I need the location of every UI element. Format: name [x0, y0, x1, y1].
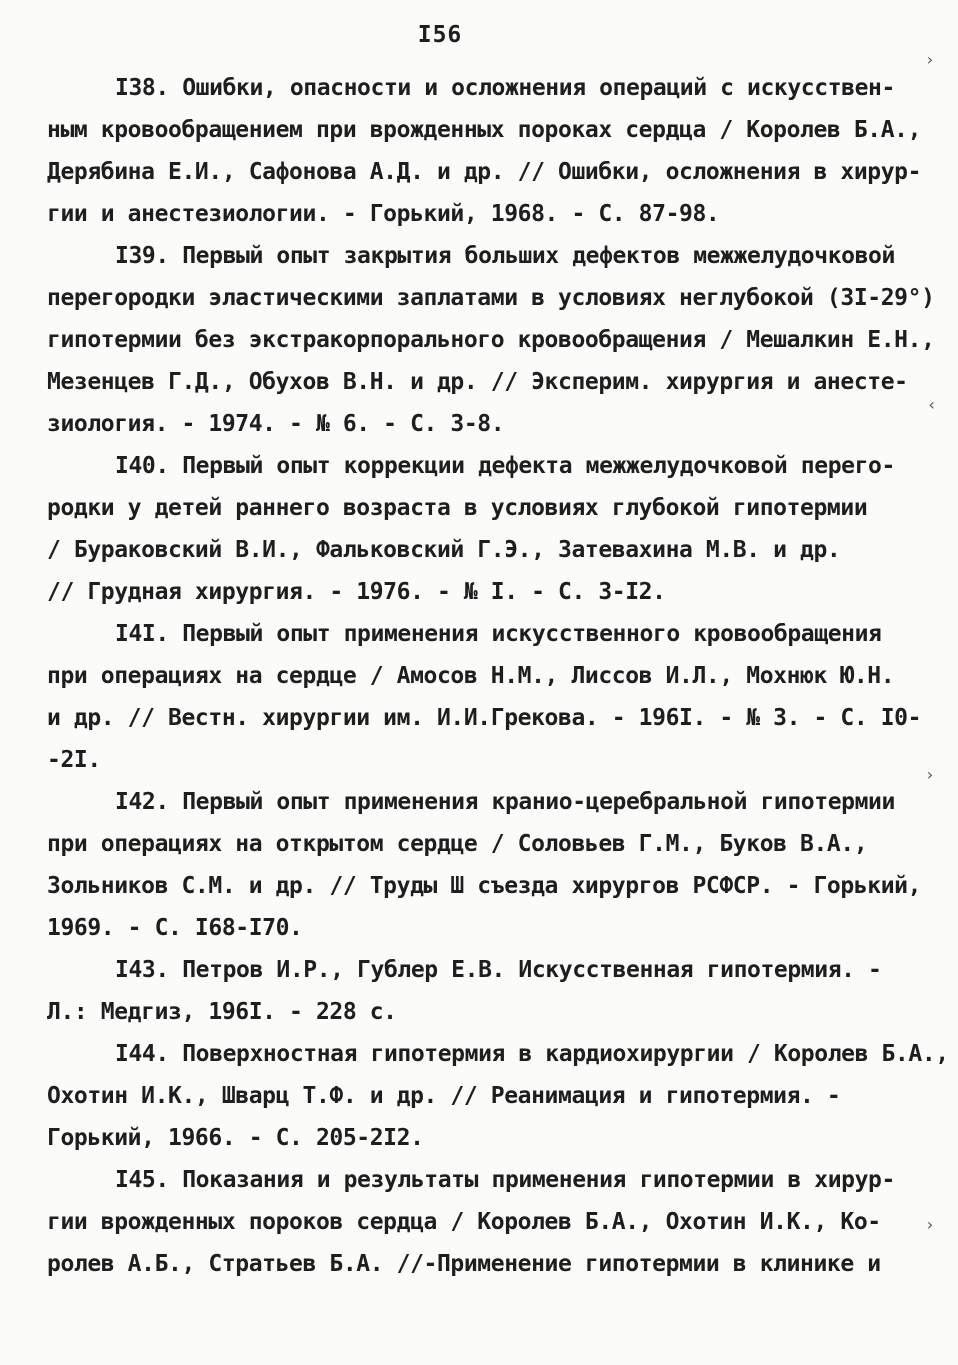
text-line: -2I. [47, 747, 101, 773]
text-line: I42. Первый опыт применения краниo-церебральной гипотермии [115, 789, 895, 815]
page-number: I56 [417, 22, 463, 48]
text-line: гипотермии без экстракорпорального кровообращения / Мешалкин Е.Н., [47, 327, 935, 353]
text-line: при операциях на сердце / Амосов Н.М., Лиссов И.Л., Мохнюк Ю.Н. [47, 663, 895, 689]
text-line: I44. Поверхностная гипотермия в кардиохирургии / Королев Б.А., [115, 1041, 949, 1067]
text-line: Зольников С.М. и др. // Труды Ш съезда хирургов РСФСР. - Горький, [47, 873, 922, 899]
text-line: I4I. Первый опыт применения искусственного кровообращения [115, 621, 882, 647]
text-line: родки у детей раннего возраста в условиях глубокой гипотермии [47, 495, 868, 521]
text-line: // Грудная хирургия. - 1976. - № I. - С. 3-I2. [47, 579, 666, 605]
margin-mark: › [925, 50, 935, 69]
text-line: ролев А.Б., Стратьев Б.А. //-Применение гипотермии в клинике и [47, 1251, 881, 1277]
margin-mark: › [925, 1215, 935, 1234]
text-line: Дерябина Е.И., Сафонова А.Д. и др. // Ошибки, осложнения в хирур- [47, 159, 922, 185]
margin-mark: › [925, 765, 935, 784]
text-line: I40. Первый опыт коррекции дефекта межжелудочковой перего- [115, 453, 895, 479]
text-line: I38. Ошибки, опасности и осложнения операций с искусствен- [115, 75, 895, 101]
text-line: зиология. - 1974. - № 6. - С. 3-8. [47, 411, 505, 437]
text-line: Охотин И.К., Шварц Т.Ф. и др. // Реанимация и гипотермия. - [47, 1083, 841, 1109]
text-line: / Бураковский В.И., Фальковский Г.Э., Затевахина М.В. и др. [47, 537, 841, 563]
text-line: гии и анестезиологии. - Горький, 1968. - С. 87-98. [47, 201, 720, 227]
text-line: Горький, 1966. - С. 205-2I2. [47, 1125, 424, 1151]
margin-mark: ‹ [927, 395, 937, 414]
text-line: I39. Первый опыт закрытия больших дефектов межжелудочковой [115, 243, 895, 269]
text-line: Мезенцев Г.Д., Обухов В.Н. и др. // Эксперим. хирургия и анесте- [47, 369, 908, 395]
text-line: при операциях на открытом сердце / Соловьев Г.М., Буков В.А., [47, 831, 868, 857]
text-line: перегородки эластическими заплатами в условиях неглубокой (3I-29°) [47, 285, 935, 311]
text-line: и др. // Вестн. хирургии им. И.И.Грекова. - 196I. - № 3. - С. I0- [47, 705, 922, 731]
text-line: гии врожденных пороков сердца / Королев Б.А., Охотин И.К., Ко- [47, 1209, 881, 1235]
text-line: I45. Показания и результаты применения гипотермии в хирур- [115, 1167, 895, 1193]
text-line: 1969. - С. I68-I70. [47, 915, 303, 941]
text-line: ным кровообращением при врожденных пороках сердца / Королев Б.А., [47, 117, 922, 143]
text-line: Л.: Медгиз, 196I. - 228 с. [47, 999, 397, 1025]
text-line: I43. Петров И.Р., Гублер Е.В. Искусственная гипотермия. - [115, 957, 882, 983]
